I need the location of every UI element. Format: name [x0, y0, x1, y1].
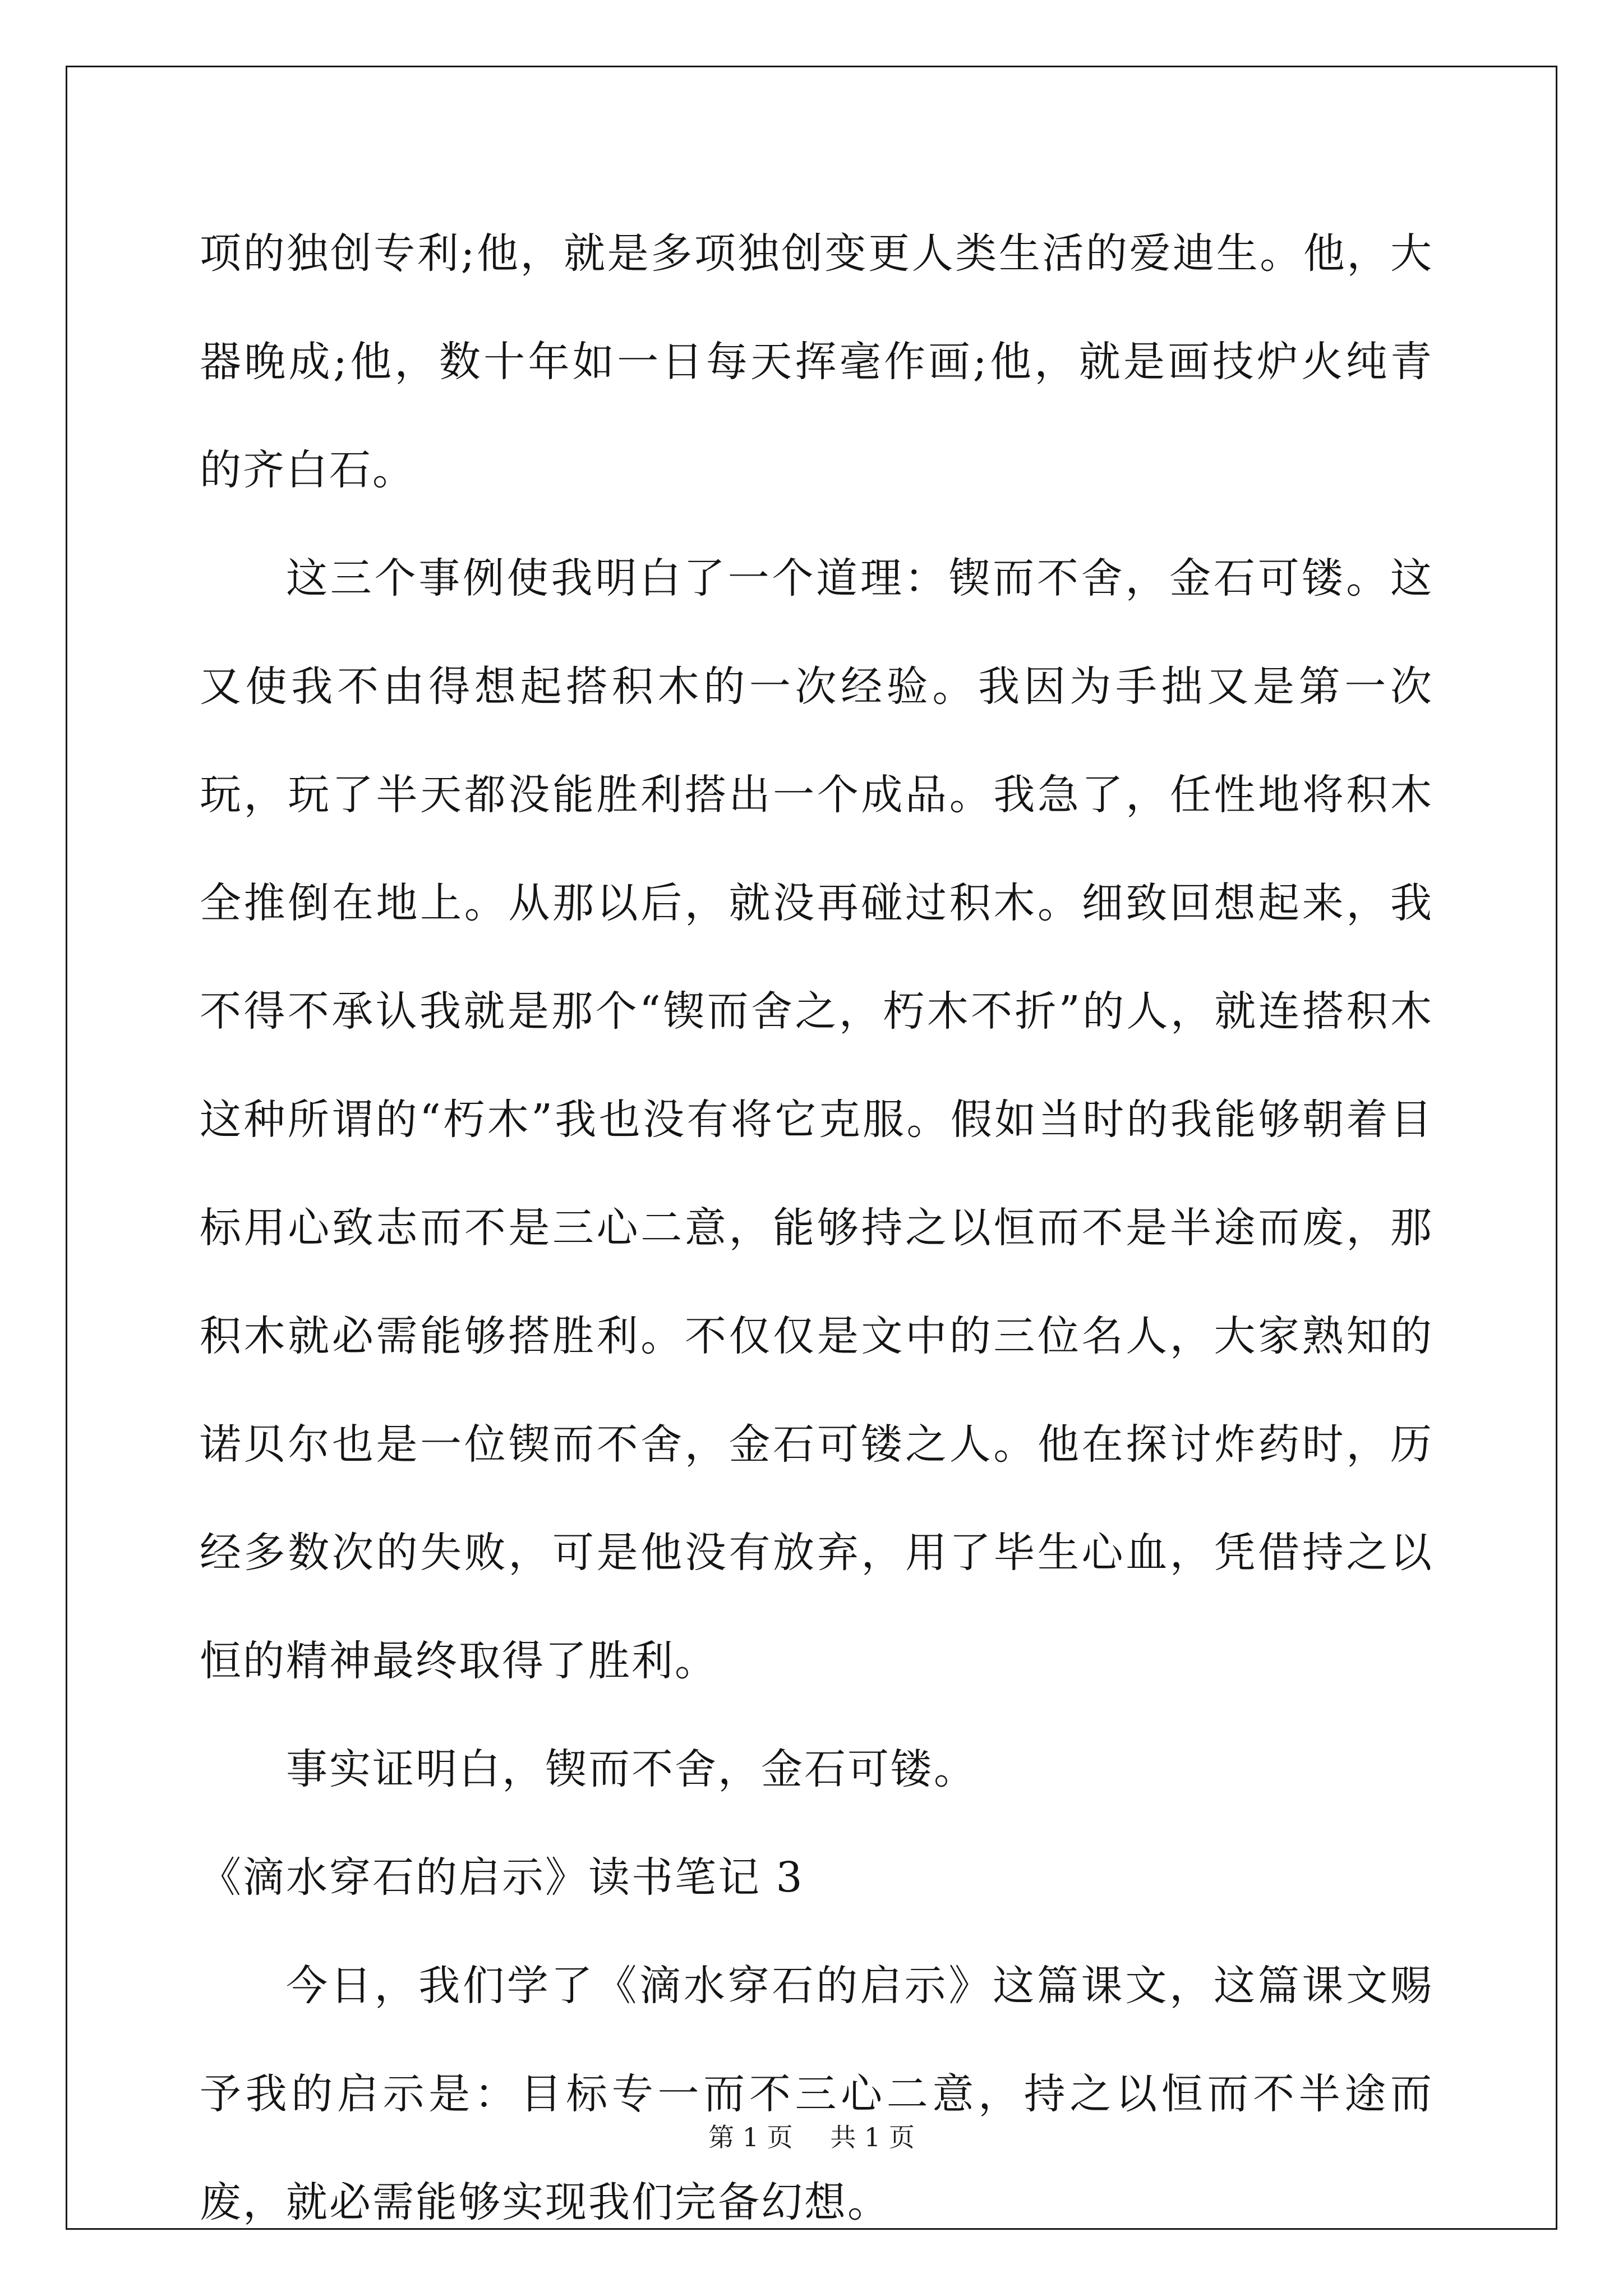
- page-total: 共 1 页: [830, 2122, 915, 2152]
- paragraph-conclusion: 事实证明白，锲而不舍，金石可镂。: [286, 1745, 977, 1793]
- paragraph-lesson: 今日，我们学了《滴水穿石的启示》这篇课文，这篇课文赐予我的启示是：目标专一而不三心二意，持之以恒而不半途而废，就必需能够实现我们完备幻想。: [200, 1962, 1433, 2226]
- paragraph-reflection: 这三个事例使我明白了一个道理：锲而不舍，金石可镂。这又使我不由得想起搭积木的一次经验。我因为手拙又是第一次玩，玩了半天都没能胜利搭出一个成品。我急了，任性地将积木全推倒在地上。从那以后，就没再碰过积木。细致回想起来，我不得不承认我就是那个“锲而舍之，朽木不折”的人，就连搭积木这种所谓的“朽木”我也没有将它克服。假如当时的我能够朝着目标用心致志而不是三心二意，能够持之以恒而不是半途而废，那积木就必需能够搭胜利。不仅仅是文中的三位名人，大家熟知的诺贝尔也是一位锲而不舍，金石可镂之人。他在探讨炸药时，历经多数次的失败，可是他没有放弃，用了毕生心血，凭借持之以恒的精神最终取得了胜利。: [200, 554, 1433, 1685]
- section-heading: 《滴水穿石的启示》读书笔记 3: [200, 1853, 804, 1902]
- page-footer: [0, 2120, 1623, 2154]
- paragraph-continuation: 项的独创专利;他，就是多项独创变更人类生活的爱迪生。他，大器晚成;他，数十年如一日每天挥毫作画;他，就是画技炉火纯青的齐白石。: [200, 229, 1433, 494]
- page-number: 第 1 页: [708, 2122, 793, 2152]
- document-body: [200, 200, 1433, 2257]
